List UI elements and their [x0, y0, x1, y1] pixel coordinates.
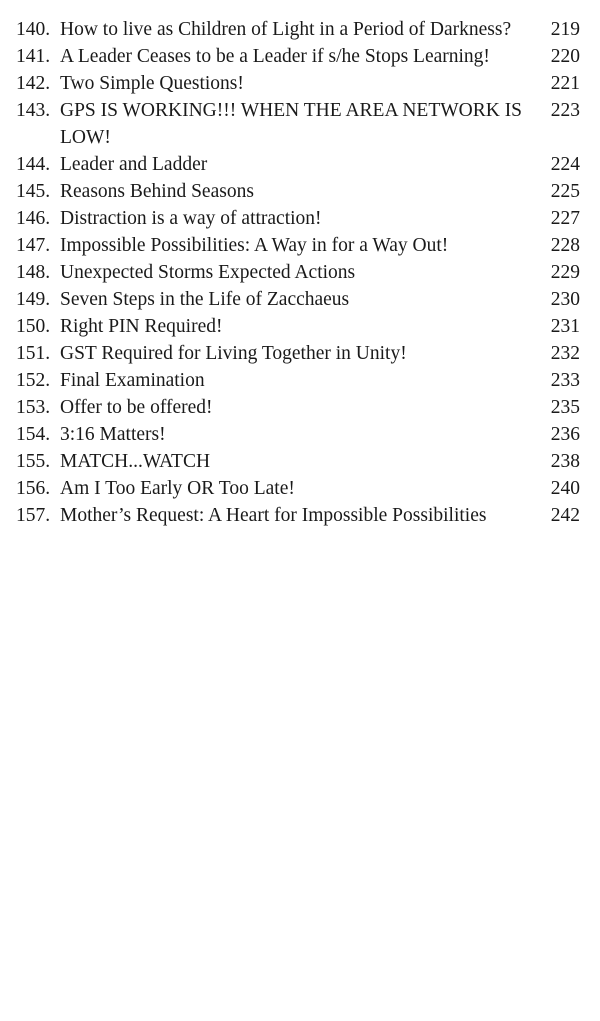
toc-entry	[16, 205, 580, 232]
toc-entry-page-number: 225	[550, 181, 580, 202]
toc-entry-number: 141.	[16, 46, 51, 67]
toc-entry	[16, 70, 580, 97]
toc-entry-number: 155.	[16, 451, 51, 472]
toc-entry-page-number: 220	[550, 46, 580, 67]
toc-entry	[16, 448, 580, 475]
toc-entry-title: Mother’s Request: A Heart for Impossible Possibilities	[60, 505, 487, 526]
toc-entry-title: Distraction is a way of attraction!	[60, 208, 322, 229]
toc-entry	[16, 367, 580, 394]
toc-entry-title: Right PIN Required!	[60, 316, 223, 337]
toc-entry-number: 151.	[16, 343, 51, 364]
toc-entry	[16, 97, 580, 151]
toc-entry	[16, 394, 580, 421]
toc-entry-page-number: 232	[550, 343, 580, 364]
toc-entry	[16, 232, 580, 259]
toc-entry-number: 146.	[16, 208, 51, 229]
toc-entry-title: Offer to be offered!	[60, 397, 213, 418]
toc-entry-number: 140.	[16, 19, 51, 40]
toc-entry-number: 145.	[16, 181, 51, 202]
toc-entry-number: 144.	[16, 154, 51, 175]
toc-entry-page-number: 231	[550, 316, 580, 337]
toc-entry-number: 149.	[16, 289, 51, 310]
toc-entry	[16, 421, 580, 448]
toc-entry	[16, 502, 580, 529]
toc-entry-number: 143.	[16, 100, 51, 121]
toc-entry-page-number: 228	[550, 235, 580, 256]
toc-entry-title: Impossible Possibilities: A Way in for a Way Out!	[60, 235, 449, 256]
toc-entry-page-number: 238	[550, 451, 580, 472]
toc-entry	[16, 16, 580, 43]
toc-entry-title: Seven Steps in the Life of Zacchaeus	[60, 289, 350, 310]
toc-entry-page-number: 223	[550, 100, 580, 121]
toc-entry-number: 154.	[16, 424, 51, 445]
toc-entry-title: Unexpected Storms Expected Actions	[60, 262, 356, 283]
toc-entry-title: GPS IS WORKING!!! WHEN THE AREA NETWORK IS LOW!	[60, 100, 523, 148]
toc-entry-title: How to live as Children of Light in a Period of Darkness?	[60, 19, 512, 40]
toc-entry-number: 147.	[16, 235, 51, 256]
toc-entry-title: MATCH...WATCH	[60, 451, 211, 472]
toc-entry-title: Leader and Ladder	[60, 154, 208, 175]
toc-entry	[16, 151, 580, 178]
toc-entry-page-number: 233	[550, 370, 580, 391]
toc-entry-title: 3:16 Matters!	[60, 424, 166, 445]
toc-entry-page-number: 235	[550, 397, 580, 418]
toc-entry-title: Reasons Behind Seasons	[60, 181, 254, 202]
toc-entry-number: 156.	[16, 478, 51, 499]
toc-entry-page-number: 224	[550, 154, 580, 175]
toc-entry-number: 157.	[16, 505, 51, 526]
toc-entry	[16, 178, 580, 205]
toc-entry-page-number: 242	[550, 505, 580, 526]
toc-entry-title: Final Examination	[60, 370, 205, 391]
toc-entry-title: Am I Too Early OR Too Late!	[60, 478, 295, 499]
toc-entry	[16, 475, 580, 502]
toc-entry-page-number: 229	[550, 262, 580, 283]
toc-entry-number: 152.	[16, 370, 51, 391]
toc-entry-number: 142.	[16, 73, 51, 94]
toc-entry-number: 148.	[16, 262, 51, 283]
toc-entry	[16, 259, 580, 286]
toc-entry	[16, 43, 580, 70]
toc-entry-title: GST Required for Living Together in Unity!	[60, 343, 407, 364]
toc-entry-page-number: 221	[550, 73, 580, 94]
table-of-contents	[16, 16, 580, 529]
toc-entry-number: 153.	[16, 397, 51, 418]
toc-entry-page-number: 230	[550, 289, 580, 310]
toc-entry-page-number: 219	[550, 19, 580, 40]
toc-entry-title: Two Simple Questions!	[60, 73, 244, 94]
toc-entry	[16, 286, 580, 313]
toc-entry-page-number: 240	[550, 478, 580, 499]
toc-entry-title: A Leader Ceases to be a Leader if s/he Stops Learning!	[60, 46, 490, 67]
toc-entry	[16, 340, 580, 367]
toc-entry-number: 150.	[16, 316, 51, 337]
toc-entry	[16, 313, 580, 340]
toc-entry-page-number: 236	[550, 424, 580, 445]
toc-entry-page-number: 227	[550, 208, 580, 229]
